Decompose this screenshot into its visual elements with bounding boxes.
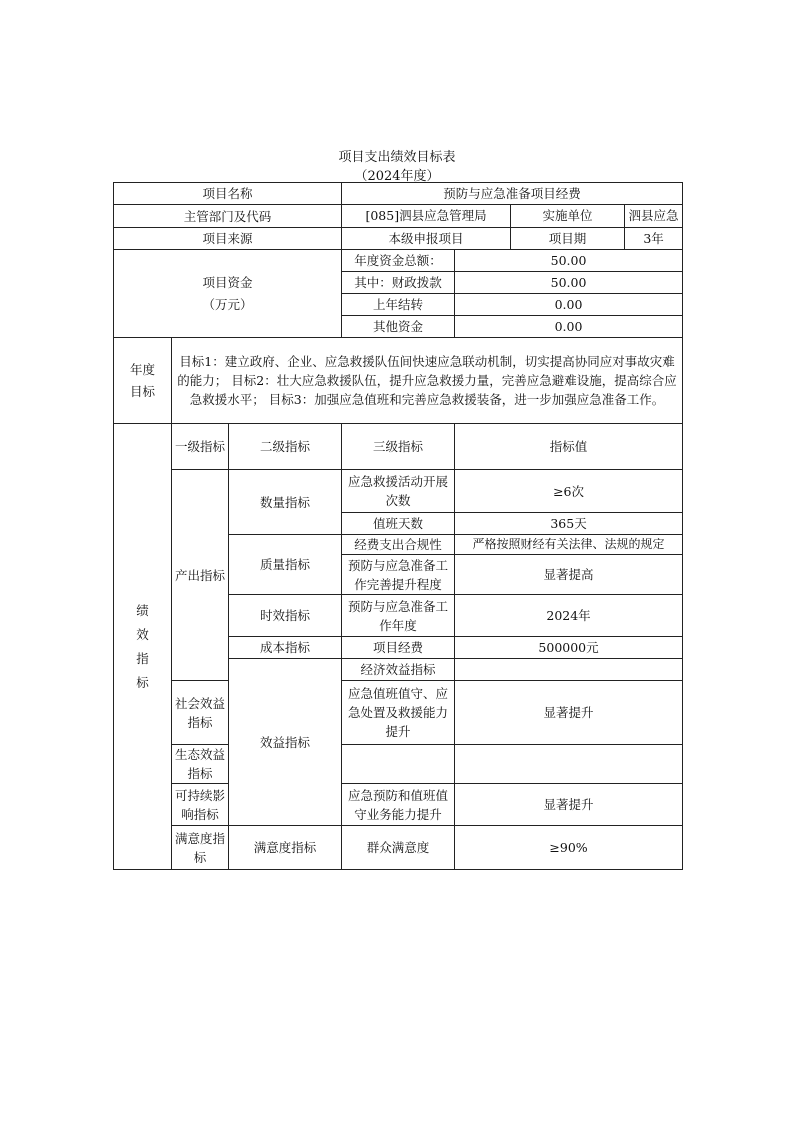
indicator-name-empty — [342, 745, 455, 784]
impl-value: 泗县应急 — [628, 208, 679, 223]
funds-fiscal-label: 其中：财政拨款 — [342, 272, 455, 294]
indicator-value-empty — [455, 745, 683, 784]
period-label: 项目期 — [511, 228, 625, 249]
dept-impl-row — [342, 205, 682, 227]
sustain-indicator-label: 可持续影响指标 — [172, 784, 229, 826]
indicator-name: 值班天数 — [342, 513, 455, 535]
indicator-name: 预防与应急准备工作完善提升程度 — [342, 555, 455, 595]
dept-value: [085]泗县应急管理局 — [342, 205, 511, 227]
indicator-value: ≥6次 — [455, 470, 683, 513]
header-level2: 二级指标 — [229, 424, 342, 470]
satisfaction-indicator-label: 满意度指标 — [172, 826, 229, 870]
funds-label — [114, 250, 342, 338]
funds-carry-value: 0.00 — [455, 294, 683, 316]
indicator-name: 群众满意度 — [342, 826, 455, 870]
page-title: 项目支出绩效目标表 — [338, 150, 456, 165]
period-value: 3年 — [643, 231, 664, 246]
output-indicator-label: 产出指标 — [172, 470, 229, 681]
quality-indicator-label: 质量指标 — [229, 535, 342, 595]
eco-indicator-label: 生态效益指标 — [172, 745, 229, 784]
impl-label: 实施单位 — [511, 205, 625, 227]
funds-label-line2: （万元） — [202, 296, 253, 312]
indicator-value: 2024年 — [455, 595, 683, 637]
quantity-indicator-label: 数量指标 — [229, 470, 342, 535]
perf-label-char: 标 — [136, 674, 149, 690]
indicator-value: 显著提升 — [455, 784, 683, 826]
time-indicator-label: 时效指标 — [229, 595, 342, 637]
year-label: （2024年度） — [354, 169, 440, 184]
indicator-name: 应急救援活动开展次数 — [342, 470, 455, 513]
social-indicator-label: 社会效益指标 — [172, 681, 229, 745]
indicator-name: 应急值班值守、应急处置及救援能力提升 — [342, 681, 455, 745]
funds-total-value: 50.00 — [455, 250, 683, 272]
funds-fiscal-value: 50.00 — [455, 272, 683, 294]
funds-other-value: 0.00 — [455, 316, 683, 338]
source-label: 项目来源 — [114, 228, 342, 250]
source-period-row — [342, 228, 682, 249]
indicator-name: 项目经费 — [342, 637, 455, 659]
header-level1: 一级指标 — [172, 424, 229, 470]
annual-goal-text: 目标1：建立政府、企业、应急救援队伍间快速应急联动机制，切实提高协同应对事故灾难的能力； 目标2：壮大应急救援队伍，提升应急救援力量，完善应急避难设施，提高综合应急救援水平； 目标3：加强应急值班和完善应急救援装备，进一步加强应急准备工作。 — [172, 338, 683, 424]
annual-goal-label-line2: 目标 — [129, 383, 155, 399]
indicator-value: 500000元 — [455, 637, 683, 659]
indicator-name: 应急预防和值班值守业务能力提升 — [342, 784, 455, 826]
funds-carry-label: 上年结转 — [342, 294, 455, 316]
indicator-value: 365天 — [455, 513, 683, 535]
satisfaction-sub-label: 满意度指标 — [229, 826, 342, 870]
indicator-name: 经费支出合规性 — [342, 535, 455, 555]
performance-table — [113, 182, 683, 870]
header-value: 指标值 — [455, 424, 683, 470]
perf-label-char: 效 — [136, 626, 149, 642]
perf-label-char: 指 — [136, 650, 149, 666]
indicator-name: 预防与应急准备工作年度 — [342, 595, 455, 637]
annual-goal-label — [114, 338, 172, 424]
indicator-value: 显著提升 — [455, 681, 683, 745]
indicator-name-empty — [455, 659, 683, 681]
project-name-value: 预防与应急准备项目经费 — [342, 183, 683, 205]
annual-goal-label-line1: 年度 — [129, 361, 155, 377]
perf-indicators-label — [114, 424, 172, 870]
funds-other-label: 其他资金 — [342, 316, 455, 338]
benefit-indicator-label: 效益指标 — [229, 659, 342, 826]
perf-label-char: 绩 — [136, 602, 149, 618]
header-level3: 三级指标 — [342, 424, 455, 470]
indicator-value: 显著提高 — [455, 555, 683, 595]
cost-indicator-label: 成本指标 — [229, 637, 342, 659]
indicator-value: 严格按照财经有关法律、法规的规定 — [455, 535, 683, 555]
source-value: 本级申报项目 — [342, 228, 511, 249]
project-name-label: 项目名称 — [114, 183, 342, 205]
dept-label: 主管部门及代码 — [114, 205, 342, 228]
econ-indicator-label: 经济效益指标 — [342, 659, 455, 681]
funds-label-line1: 项目资金 — [202, 274, 253, 290]
funds-total-label: 年度资金总额： — [342, 250, 455, 272]
indicator-value: ≥90% — [455, 826, 683, 870]
